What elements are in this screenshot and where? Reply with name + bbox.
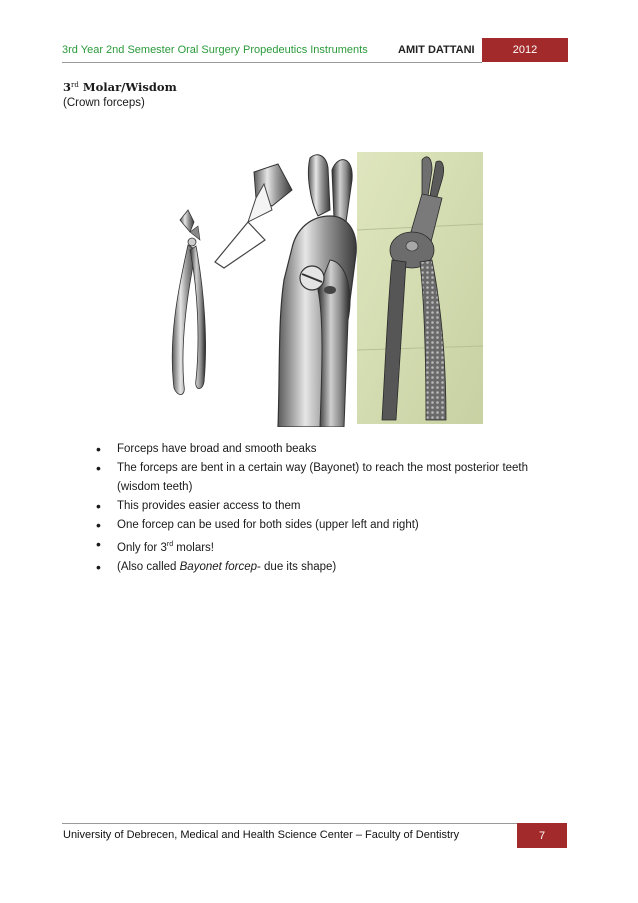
- forceps-photo-icon: [357, 152, 483, 424]
- section-heading: [63, 80, 177, 94]
- list-item: • (Also called Bayonet forcep- due its shape): [96, 558, 556, 577]
- forceps-figure: [160, 150, 485, 427]
- footer-divider: [62, 823, 517, 824]
- page-number: 7: [517, 823, 567, 848]
- forceps-closeup-icon: [278, 155, 356, 427]
- footer-text: University of Debrecen, Medical and Health Science Center – Faculty of Dentistry: [63, 829, 460, 841]
- page-header: [62, 38, 568, 62]
- header-title: 3rd Year 2nd Semester Oral Surgery Propedeutics Instruments: [62, 44, 368, 56]
- heading-ordinal: rd: [71, 81, 79, 89]
- heading-number: 3: [63, 80, 72, 94]
- section-subheading: (Crown forceps): [63, 97, 145, 109]
- beak-angle-diagram: [215, 164, 292, 268]
- forceps-illustration-icon: [172, 210, 205, 395]
- list-item: • One forcep can be used for both sides (upper left and right): [96, 516, 556, 535]
- header-divider: [62, 62, 482, 63]
- header-year-badge: 2012: [482, 38, 568, 62]
- list-item: • This provides easier access to them: [96, 497, 556, 516]
- list-item: • The forceps are bent in a certain way (Bayonet) to reach the most posterior teeth (wisdom teeth): [96, 459, 556, 497]
- header-author: AMIT DATTANI: [398, 44, 475, 56]
- list-item: • Only for 3rd molars!: [96, 535, 556, 558]
- heading-text: Molar/Wisdom: [78, 80, 177, 94]
- bullet-list: [96, 440, 556, 577]
- list-item: • Forceps have broad and smooth beaks: [96, 440, 556, 459]
